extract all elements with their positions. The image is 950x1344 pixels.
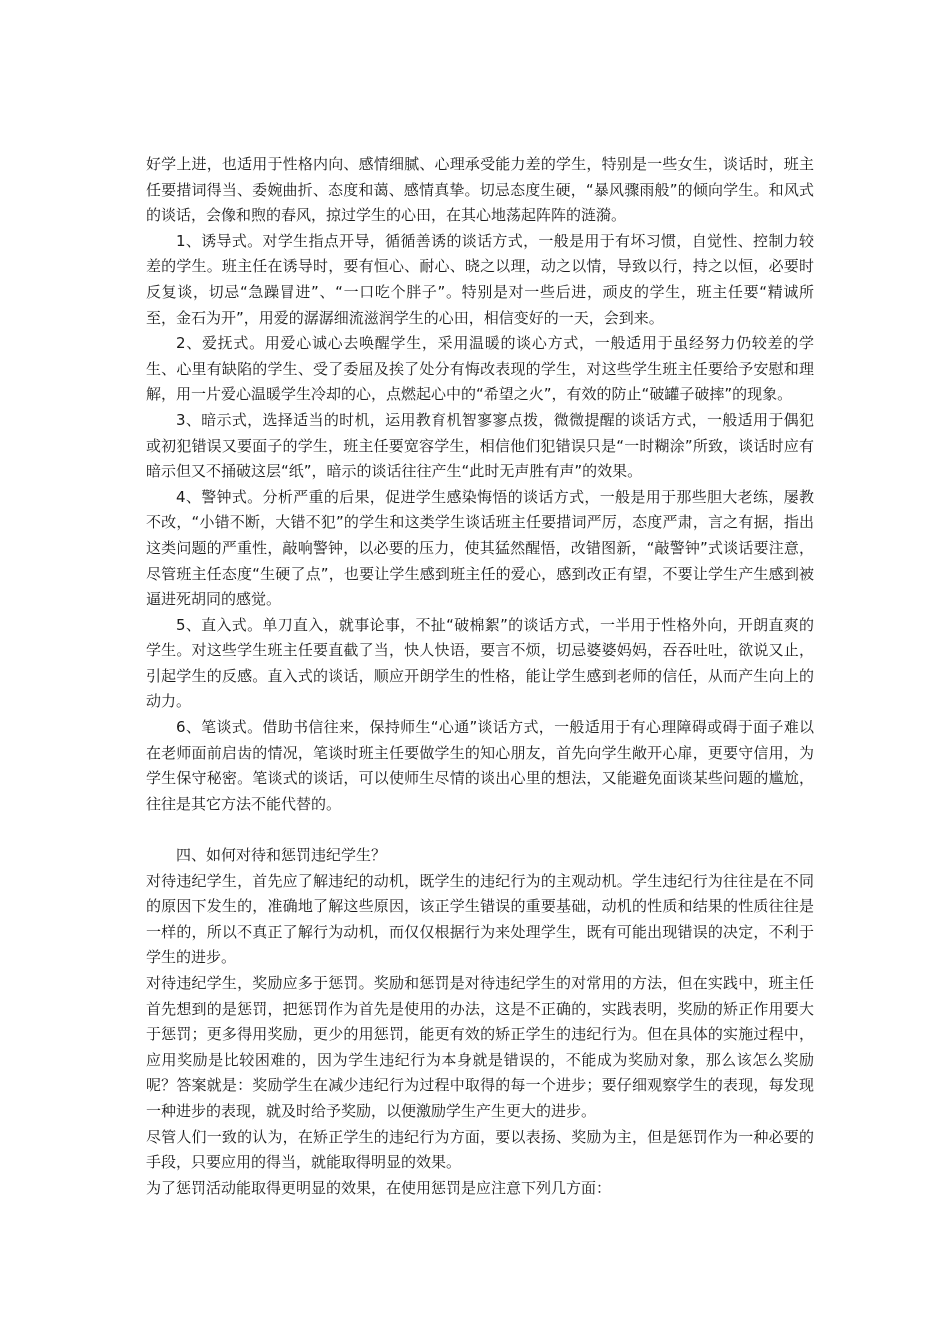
blank-line <box>146 817 814 843</box>
paragraph-punishment: 尽管人们一致的认为，在矫正学生的违纪行为方面，要以表扬、奖励为主，但是惩罚作为一种必要的手段，只要应用的得当，就能取得明显的效果。 <box>146 1127 814 1172</box>
paragraph-item-3: 3、暗示式，选择适当的时机，运用教育机智寥寥点拨，微微提醒的谈话方式，一般适用于偶犯或初犯错误又要面子的学生，班主任要宽容学生，相信他们犯错误只是“一时糊涂”所致，谈话时应有暗示但又不捅破这层“纸”，暗示的谈话往往产生“此时无声胜有声”的效果。 <box>146 410 814 481</box>
document-body <box>146 152 814 1201</box>
section-heading: 四、如何对待和惩罚违纪学生？ <box>176 846 387 865</box>
paragraph-item-6: 6、笔谈式。借助书信往来，保持师生“心通”谈话方式，一般适用于有心理障碍或碍于面子难以在老师面前启齿的情况，笔谈时班主任要做学生的知心朋友，首先向学生敞开心扉，更要守信用，为学生保守秘密。笔谈式的谈话，可以使师生尽情的谈出心里的想法，又能避免面谈某些问题的尴尬，往往是其它方法不能代替的。 <box>146 718 814 813</box>
paragraph-item-5: 5、直入式。单刀直入，就事论事，不扯“破棉絮”的谈话方式，一半用于性格外向，开朗直爽的学生。对这些学生班主任要直截了当，快人快语，要言不烦，切忌婆婆妈妈，吞吞吐吐，欲说又止，引起学生的反感。直入式的谈话，顺应开朗学生的性格，能让学生感到老师的信任，从而产生向上的动力。 <box>146 615 814 711</box>
paragraph-motive: 对待违纪学生，首先应了解违纪的动机，既学生的违纪行为的主观动机。学生违纪行为往往是在不同的原因下发生的，准确地了解这些原因，该正学生错误的重要基础，动机的性质和结果的性质往往是一样的，所以不真正了解行为动机，而仅仅根据行为来处理学生，既有可能出现错误的决定，不利于学生的进步。 <box>146 871 814 967</box>
paragraph-notes-intro: 为了惩罚活动能取得更明显的效果，在使用惩罚是应注意下列几方面： <box>146 1178 612 1197</box>
paragraph-item-4: 4、警钟式。分析严重的后果，促进学生感染悔悟的谈话方式，一般是用于那些胆大老练，屡教不改，“小错不断，大错不犯”的学生和这类学生谈话班主任要措词严厉，态度严肃，言之有据，指出这类问题的严重性，敲响警钟，以必要的压力，使其猛然醒悟，改错图新，“敲警钟”式谈话要注意，尽管班主任态度“生硬了点”，也要让学生感到班主任的爱心，感到改正有望，不要让学生产生感到被逼进死胡同的感觉。 <box>146 487 814 609</box>
paragraph-item-2: 2、爱抚式。用爱心诚心去唤醒学生，采用温暖的谈心方式，一般适用于虽经努力仍较差的学生、心里有缺陷的学生、受了委屈及挨了处分有悔改表现的学生，对这些学生班主任要给予安慰和理解，用一片爱心温暖学生冷却的心，点燃起心中的“希望之火”，有效的防止“破罐子破摔”的现象。 <box>146 334 814 404</box>
paragraph-item-1: 1、诱导式。对学生指点开导，循循善诱的谈话方式，一般是用于有坏习惯，自觉性、控制力较差的学生。班主任在诱导时，要有恒心、耐心、晓之以理，动之以情，导致以行，持之以恒，必要时反复谈，切忌“急躁冒进”、“一口吃个胖子”。特别是对一些后进，顽皮的学生，班主任要“精诚所至，金石为开”，用爱的潺潺细流滋润学生的心田，相信变好的一天，会到来。 <box>146 231 814 327</box>
paragraph-continuation: 好学上进，也适用于性格内向、感情细腻、心理承受能力差的学生，特别是一些女生，谈话时，班主任要措词得当、委婉曲折、态度和蔼、感情真挚。切忌态度生硬，“暴风骤雨般”的倾向学生。和风式的谈话，会像和煦的春风，掠过学生的心田，在其心地荡起阵阵的涟漪。 <box>146 155 814 225</box>
paragraph-reward: 对待违纪学生，奖励应多于惩罚。奖励和惩罚是对待违纪学生的对常用的方法，但在实践中，班主任首先想到的是惩罚，把惩罚作为首先是使用的办法，这是不正确的，实践表明，奖励的矫正作用要大于惩罚；更多得用奖励，更少的用惩罚，能更有效的矫正学生的违纪行为。但在具体的实施过程中，应用奖励是比较困难的，因为学生违纪行为本身就是错误的，不能成为奖励对象，那么该怎么奖励呢？答案就是：奖励学生在减少违纪行为过程中取得的每一个进步；要仔细观察学生的表现，每发现一种进步的表现，就及时给予奖励，以便激励学生产生更大的进步。 <box>146 974 814 1120</box>
